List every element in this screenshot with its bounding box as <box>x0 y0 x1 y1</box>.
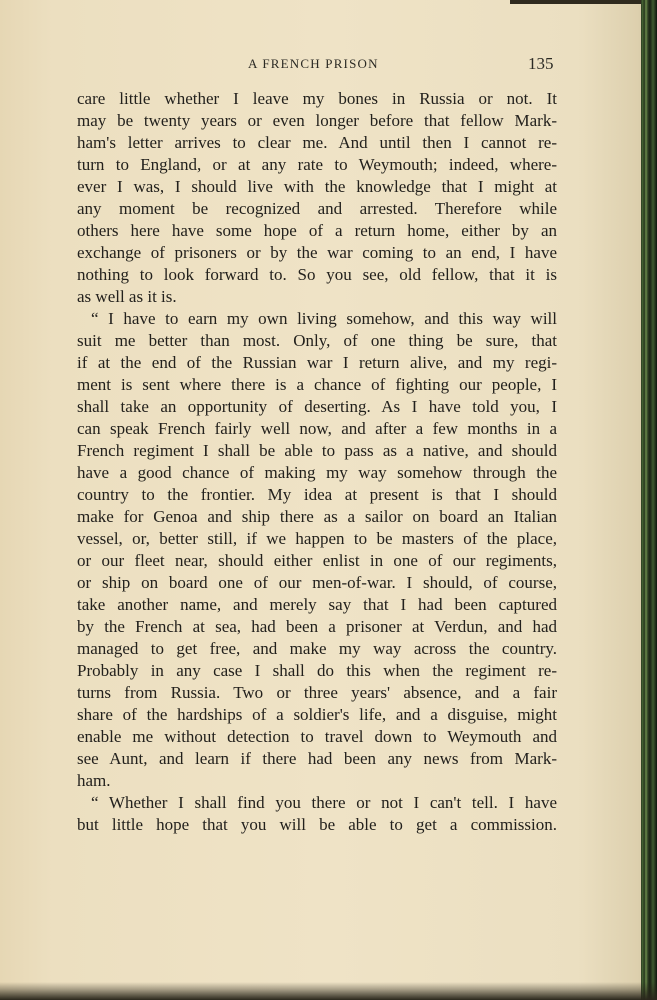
page-number: 135 <box>528 54 554 73</box>
text-line: ham's letter arrives to clear me. And until then I cannot re- <box>77 133 557 152</box>
text-line: ever I was, I should live with the knowledge that I might at <box>77 177 557 196</box>
text-line: share of the hardships of a soldier's life, and a disguise, might <box>77 705 557 724</box>
text-line: “ I have to earn my own living somehow, and this way will <box>91 309 557 328</box>
text-line: take another name, and merely say that I had been captured <box>77 595 557 614</box>
running-head <box>0 54 657 76</box>
text-line: ham. <box>77 771 111 790</box>
body-text <box>77 88 557 836</box>
text-line: country to the frontier. My idea at present is that I should <box>77 485 557 504</box>
text-line: others here have some hope of a return home, either by an <box>77 221 557 240</box>
text-line: can speak French fairly well now, and after a few months in a <box>77 419 557 438</box>
text-line: have a good chance of making my way somehow through the <box>77 463 557 482</box>
text-line: any moment be recognized and arrested. Therefore while <box>77 199 557 218</box>
text-line: if at the end of the Russian war I return alive, and my regi- <box>77 353 557 372</box>
text-line: exchange of prisoners or by the war coming to an end, I have <box>77 243 557 262</box>
text-line: enable me without detection to travel down to Weymouth and <box>77 727 557 746</box>
page-edge-right <box>641 0 657 1000</box>
text-line: or ship on board one of our men-of-war. I should, of course, <box>77 573 557 592</box>
text-line: managed to get free, and make my way across the country. <box>77 639 557 658</box>
running-head-title: A FRENCH PRISON <box>248 56 379 71</box>
text-line: ment is sent where there is a chance of fighting our people, I <box>77 375 557 394</box>
text-line: may be twenty years or even longer before that fellow Mark- <box>77 111 557 130</box>
text-line: vessel, or, better still, if we happen to be masters of the place, <box>77 529 557 548</box>
text-line: shall take an opportunity of deserting. As I have told you, I <box>77 397 557 416</box>
text-line: or our fleet near, should either enlist in one of our regiments, <box>77 551 557 570</box>
text-line: make for Genoa and ship there as a sailor on board an Italian <box>77 507 557 526</box>
text-line: see Aunt, and learn if there had been any news from Mark- <box>77 749 557 768</box>
text-line: French regiment I shall be able to pass as a native, and should <box>77 441 557 460</box>
text-line: turn to England, or at any rate to Weymouth; indeed, where- <box>77 155 557 174</box>
text-line: nothing to look forward to. So you see, old fellow, that it is <box>77 265 557 284</box>
text-line: Probably in any case I shall do this when the regiment re- <box>77 661 557 680</box>
text-line: suit me better than most. Only, of one thing be sure, that <box>77 331 557 350</box>
text-line: by the French at sea, had been a prisoner at Verdun, and had <box>77 617 557 636</box>
text-line: “ Whether I shall find you there or not I can't tell. I have <box>91 793 557 812</box>
text-line: turns from Russia. Two or three years' absence, and a fair <box>77 683 557 702</box>
text-line: but little hope that you will be able to get a commission. <box>77 815 557 834</box>
page-edge-bottom <box>0 982 657 1000</box>
text-line: care little whether I leave my bones in Russia or not. It <box>77 89 557 108</box>
text-line: as well as it is. <box>77 287 177 306</box>
top-edge-rule <box>510 0 657 4</box>
